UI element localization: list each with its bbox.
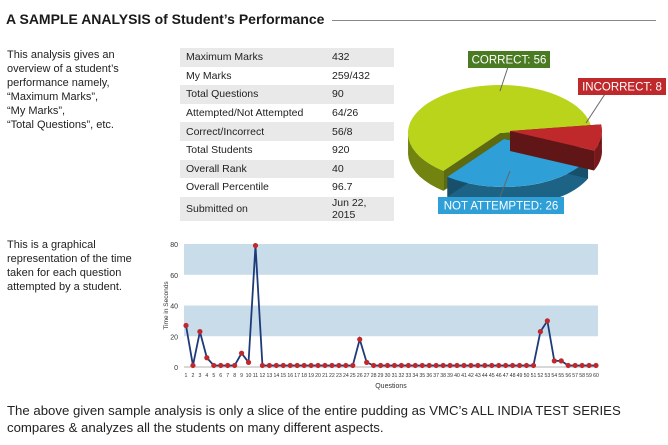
data-point bbox=[392, 363, 397, 368]
x-tick-label: 30 bbox=[384, 373, 391, 379]
x-tick-label: 42 bbox=[468, 373, 474, 379]
x-tick-label: 45 bbox=[488, 373, 495, 379]
x-tick-label: 27 bbox=[363, 373, 370, 379]
x-axis-label: Questions bbox=[375, 383, 407, 390]
data-point bbox=[413, 363, 418, 368]
data-point bbox=[371, 363, 376, 368]
data-point bbox=[538, 329, 543, 334]
data-point bbox=[308, 363, 313, 368]
stat-value: Jun 22, 2015 bbox=[326, 197, 394, 221]
pie-slice-label: INCORRECT: 8 bbox=[582, 81, 662, 94]
y-tick-label: 80 bbox=[170, 242, 178, 249]
data-point bbox=[503, 363, 508, 368]
graph-text-line: This is a graphical bbox=[7, 239, 96, 251]
x-tick-label: 16 bbox=[287, 373, 294, 379]
chart-band bbox=[184, 275, 598, 306]
footer-line: The above given sample analysis is only a slice of the entire pudding as VMC’s ALL INDIA TEST SERIES bbox=[7, 403, 621, 418]
x-tick-label: 5 bbox=[212, 373, 216, 379]
x-tick-label: 57 bbox=[572, 373, 579, 379]
x-tick-label: 4 bbox=[205, 373, 209, 379]
data-point bbox=[545, 318, 550, 323]
stat-label: Overall Rank bbox=[180, 160, 326, 179]
pie-chart bbox=[400, 45, 668, 225]
data-point bbox=[350, 363, 355, 368]
data-point bbox=[239, 351, 244, 356]
x-tick-label: 54 bbox=[551, 373, 558, 379]
x-tick-label: 33 bbox=[405, 373, 412, 379]
data-point bbox=[475, 363, 480, 368]
stat-value: 96.7 bbox=[326, 178, 394, 197]
data-point bbox=[441, 363, 446, 368]
data-point bbox=[267, 363, 272, 368]
stat-value: 90 bbox=[326, 85, 394, 104]
x-tick-label: 25 bbox=[349, 373, 356, 379]
intro-line: overview of a student’s bbox=[7, 63, 119, 75]
x-tick-label: 11 bbox=[252, 373, 259, 379]
data-point bbox=[385, 363, 390, 368]
data-point bbox=[524, 363, 529, 368]
stat-label: Maximum Marks bbox=[180, 48, 326, 67]
x-tick-label: 9 bbox=[240, 373, 244, 379]
data-point bbox=[496, 363, 501, 368]
data-point bbox=[468, 363, 473, 368]
pie-slice-label: CORRECT: 56 bbox=[471, 54, 547, 67]
page-title: A SAMPLE ANALYSIS of Student’s Performance bbox=[6, 11, 325, 27]
data-point bbox=[580, 363, 585, 368]
data-point bbox=[197, 329, 202, 334]
data-point bbox=[434, 363, 439, 368]
x-tick-label: 48 bbox=[509, 373, 516, 379]
data-point bbox=[183, 323, 188, 328]
data-point bbox=[357, 337, 362, 342]
graph-description bbox=[7, 238, 157, 294]
x-tick-label: 51 bbox=[530, 373, 537, 379]
x-tick-label: 21 bbox=[322, 373, 328, 379]
x-tick-label: 35 bbox=[419, 373, 426, 379]
x-tick-label: 50 bbox=[523, 373, 530, 379]
data-point bbox=[190, 363, 195, 368]
x-tick-label: 8 bbox=[233, 373, 237, 379]
stat-label: Total Students bbox=[180, 141, 326, 160]
x-tick-label: 41 bbox=[461, 373, 467, 379]
x-tick-label: 60 bbox=[593, 373, 599, 379]
data-point bbox=[288, 363, 293, 368]
x-tick-label: 26 bbox=[356, 373, 363, 379]
stat-value: 56/8 bbox=[326, 122, 394, 141]
data-point bbox=[343, 363, 348, 368]
y-tick-label: 0 bbox=[174, 365, 178, 372]
data-point bbox=[531, 363, 536, 368]
table-row bbox=[180, 141, 394, 160]
x-tick-label: 2 bbox=[191, 373, 195, 379]
table-row bbox=[180, 122, 394, 141]
x-tick-label: 22 bbox=[329, 373, 335, 379]
intro-line: “Maximum Marks”, bbox=[7, 91, 99, 103]
data-point bbox=[517, 363, 522, 368]
y-tick-label: 60 bbox=[170, 272, 178, 280]
x-tick-label: 43 bbox=[474, 373, 481, 379]
pie-label-leader bbox=[586, 94, 605, 123]
intro-text bbox=[7, 48, 167, 132]
x-tick-label: 3 bbox=[198, 373, 202, 379]
x-tick-label: 28 bbox=[370, 373, 377, 379]
table-row bbox=[180, 85, 394, 104]
y-tick-label: 40 bbox=[170, 303, 178, 311]
title-row bbox=[6, 8, 656, 30]
x-tick-label: 10 bbox=[245, 373, 252, 379]
data-point bbox=[510, 363, 515, 368]
x-tick-label: 59 bbox=[586, 373, 592, 379]
x-tick-label: 53 bbox=[544, 373, 551, 379]
intro-line: performance namely, bbox=[7, 77, 110, 89]
x-tick-label: 15 bbox=[280, 373, 287, 379]
stat-value: 432 bbox=[326, 48, 394, 67]
data-point bbox=[566, 363, 571, 368]
data-point bbox=[302, 363, 307, 368]
data-point bbox=[336, 363, 341, 368]
data-point bbox=[274, 363, 279, 368]
x-tick-label: 24 bbox=[342, 373, 349, 379]
stat-value: 259/432 bbox=[326, 67, 394, 86]
x-tick-label: 23 bbox=[335, 373, 342, 379]
stat-label: Submitted on bbox=[180, 197, 326, 221]
x-tick-label: 58 bbox=[579, 373, 585, 379]
x-tick-label: 14 bbox=[273, 373, 280, 379]
chart-band bbox=[184, 306, 598, 337]
data-point bbox=[461, 363, 466, 368]
stat-label: Correct/Incorrect bbox=[180, 122, 326, 141]
table-row bbox=[180, 104, 394, 123]
data-point bbox=[246, 360, 251, 365]
intro-line: “My Marks”, bbox=[7, 105, 66, 117]
graph-text-line: taken for each question bbox=[7, 267, 122, 279]
stat-label: Overall Percentile bbox=[180, 178, 326, 197]
stat-label: Total Questions bbox=[180, 85, 326, 104]
intro-line: “Total Questions”, etc. bbox=[7, 119, 114, 131]
x-tick-label: 29 bbox=[377, 373, 384, 379]
data-point bbox=[225, 363, 230, 368]
graph-text-line: representation of the time bbox=[7, 253, 132, 265]
x-tick-label: 32 bbox=[398, 373, 405, 379]
x-tick-label: 47 bbox=[502, 373, 509, 379]
stat-value: 40 bbox=[326, 160, 394, 179]
x-tick-label: 37 bbox=[433, 373, 440, 379]
data-point bbox=[378, 363, 383, 368]
x-tick-label: 7 bbox=[226, 373, 230, 379]
x-tick-label: 6 bbox=[219, 373, 223, 379]
x-tick-label: 1 bbox=[184, 373, 188, 379]
stat-value: 64/26 bbox=[326, 104, 394, 123]
data-point bbox=[322, 363, 327, 368]
intro-line: This analysis gives an bbox=[7, 49, 115, 61]
x-tick-label: 17 bbox=[294, 373, 301, 379]
title-divider bbox=[332, 20, 656, 21]
x-tick-label: 49 bbox=[516, 373, 523, 379]
data-point bbox=[482, 363, 487, 368]
data-point bbox=[552, 358, 557, 363]
x-tick-label: 12 bbox=[259, 373, 266, 379]
x-tick-label: 20 bbox=[315, 373, 321, 379]
table-row bbox=[180, 197, 394, 221]
time-line-chart bbox=[160, 236, 608, 396]
data-point bbox=[573, 363, 578, 368]
x-tick-label: 46 bbox=[495, 373, 502, 379]
data-point bbox=[204, 355, 209, 360]
data-point bbox=[399, 363, 404, 368]
data-point bbox=[211, 363, 216, 368]
x-tick-label: 52 bbox=[537, 373, 544, 379]
y-axis-label: Time in Seconds bbox=[163, 281, 170, 330]
graph-text-line: attempted by a student. bbox=[7, 281, 122, 293]
x-tick-label: 40 bbox=[454, 373, 460, 379]
data-point bbox=[232, 363, 237, 368]
stat-value: 920 bbox=[326, 141, 394, 160]
data-point bbox=[454, 363, 459, 368]
data-point bbox=[281, 363, 286, 368]
stat-label: My Marks bbox=[180, 67, 326, 86]
x-tick-label: 55 bbox=[558, 373, 565, 379]
x-tick-label: 31 bbox=[391, 373, 398, 379]
x-tick-label: 38 bbox=[440, 373, 447, 379]
data-point bbox=[253, 243, 258, 248]
y-tick-label: 20 bbox=[170, 334, 178, 342]
data-point bbox=[489, 363, 494, 368]
data-point bbox=[315, 363, 320, 368]
x-tick-label: 13 bbox=[266, 373, 273, 379]
data-point bbox=[447, 363, 452, 368]
x-tick-label: 36 bbox=[426, 373, 433, 379]
data-point bbox=[218, 363, 223, 368]
x-tick-label: 18 bbox=[301, 373, 308, 379]
footer-text bbox=[7, 402, 647, 436]
data-point bbox=[329, 363, 334, 368]
data-point bbox=[559, 358, 564, 363]
chart-band bbox=[184, 244, 598, 275]
x-tick-label: 19 bbox=[308, 373, 314, 379]
x-tick-label: 44 bbox=[481, 373, 488, 379]
data-point bbox=[295, 363, 300, 368]
data-point bbox=[420, 363, 425, 368]
data-point bbox=[586, 363, 591, 368]
data-point bbox=[406, 363, 411, 368]
data-point bbox=[260, 363, 265, 368]
x-tick-label: 56 bbox=[565, 373, 572, 379]
stats-table bbox=[180, 48, 394, 221]
table-row bbox=[180, 160, 394, 179]
pie-slice-label: NOT ATTEMPTED: 26 bbox=[443, 200, 559, 213]
footer-line: compares & analyzes all the students on many different aspects. bbox=[7, 420, 384, 435]
data-point bbox=[427, 363, 432, 368]
data-point bbox=[593, 363, 598, 368]
stat-label: Attempted/Not Attempted bbox=[180, 104, 326, 123]
table-row bbox=[180, 67, 394, 86]
x-tick-label: 39 bbox=[447, 373, 453, 379]
table-row bbox=[180, 178, 394, 197]
data-point bbox=[364, 360, 369, 365]
table-row bbox=[180, 48, 394, 67]
x-tick-label: 34 bbox=[412, 373, 419, 379]
